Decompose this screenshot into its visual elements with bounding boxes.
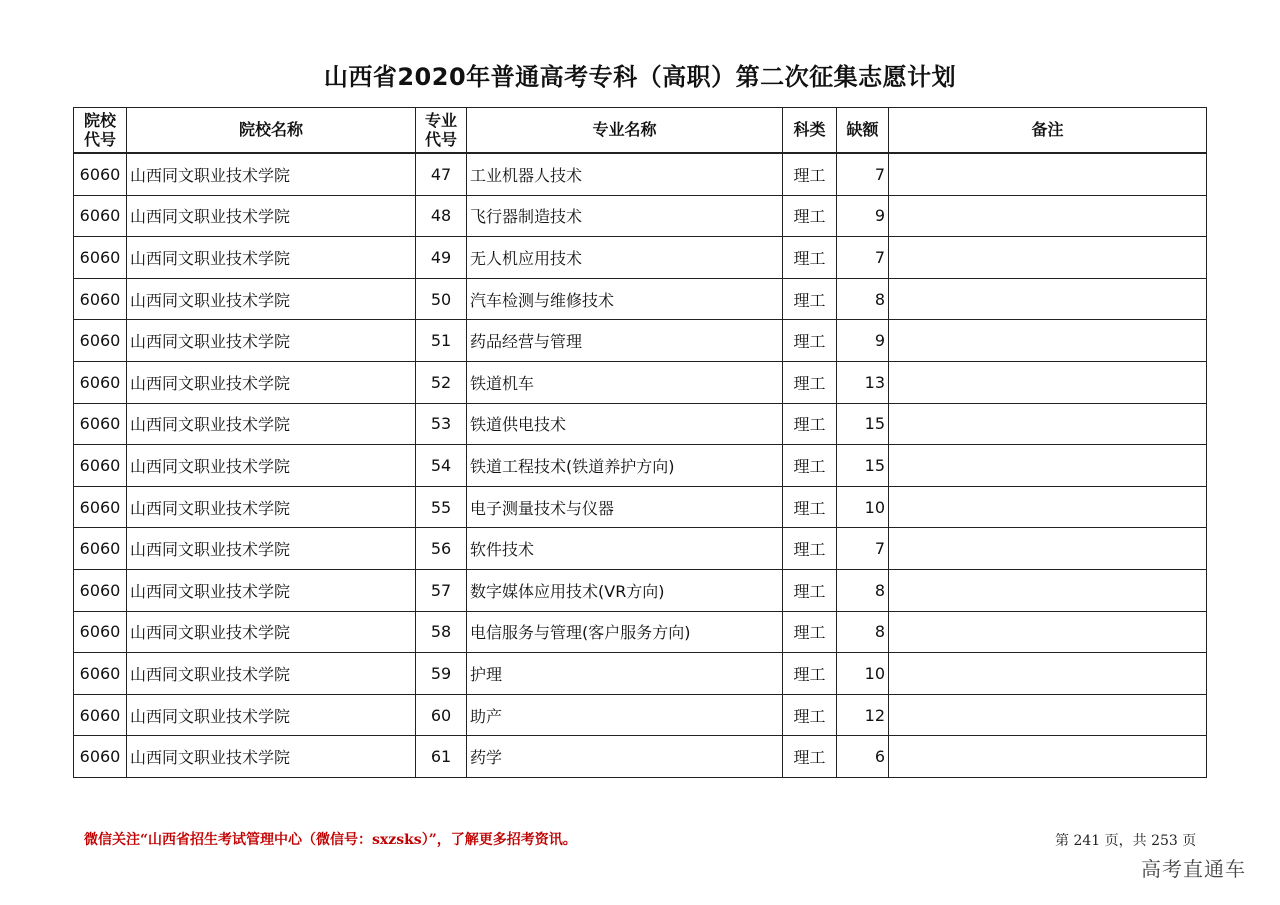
cell-category: 理工 — [783, 320, 837, 362]
cell-quota: 9 — [837, 320, 889, 362]
table-row — [74, 320, 1207, 362]
cell-quota: 6 — [837, 736, 889, 778]
cell-major-code: 54 — [416, 445, 467, 487]
cell-major-name: 药学 — [467, 736, 783, 778]
cell-school-name: 山西同文职业技术学院 — [127, 195, 416, 237]
cell-quota: 7 — [837, 153, 889, 195]
cell-quota: 12 — [837, 694, 889, 736]
cell-category: 理工 — [783, 195, 837, 237]
table-row — [74, 278, 1207, 320]
cell-major-name: 铁道工程技术(铁道养护方向) — [467, 445, 783, 487]
table-row — [74, 569, 1207, 611]
cell-category: 理工 — [783, 445, 837, 487]
cell-school-name: 山西同文职业技术学院 — [127, 278, 416, 320]
table-header-row — [74, 108, 1207, 154]
cell-school-name: 山西同文职业技术学院 — [127, 569, 416, 611]
page-number: 第 241 页，共 253 页 — [1055, 833, 1197, 849]
cell-category: 理工 — [783, 611, 837, 653]
cell-major-code: 56 — [416, 528, 467, 570]
table-row — [74, 486, 1207, 528]
cell-major-name: 工业机器人技术 — [467, 153, 783, 195]
table-row — [74, 653, 1207, 695]
table-row — [74, 611, 1207, 653]
cell-school-name: 山西同文职业技术学院 — [127, 736, 416, 778]
cell-category: 理工 — [783, 736, 837, 778]
cell-major-name: 助产 — [467, 694, 783, 736]
cell-remarks — [889, 195, 1207, 237]
cell-major-name: 药品经营与管理 — [467, 320, 783, 362]
cell-major-name: 护理 — [467, 653, 783, 695]
cell-major-name: 汽车检测与维修技术 — [467, 278, 783, 320]
cell-quota: 8 — [837, 611, 889, 653]
cell-major-name: 飞行器制造技术 — [467, 195, 783, 237]
cell-quota: 7 — [837, 528, 889, 570]
page-title: 山西省2020年普通高考专科（高职）第二次征集志愿计划 — [323, 63, 957, 91]
table-row — [74, 361, 1207, 403]
cell-remarks — [889, 153, 1207, 195]
table-row — [74, 736, 1207, 778]
cell-category: 理工 — [783, 528, 837, 570]
cell-school-name: 山西同文职业技术学院 — [127, 153, 416, 195]
cell-category: 理工 — [783, 569, 837, 611]
cell-remarks — [889, 694, 1207, 736]
cell-major-name: 数字媒体应用技术(VR方向) — [467, 569, 783, 611]
table-row — [74, 195, 1207, 237]
cell-major-name: 电信服务与管理(客户服务方向) — [467, 611, 783, 653]
cell-remarks — [889, 237, 1207, 279]
cell-major-code: 59 — [416, 653, 467, 695]
cell-quota: 9 — [837, 195, 889, 237]
cell-school-code: 6060 — [74, 361, 127, 403]
table-row — [74, 694, 1207, 736]
header-remarks: 备注 — [889, 108, 1207, 154]
cell-school-code: 6060 — [74, 237, 127, 279]
cell-major-name: 电子测量技术与仪器 — [467, 486, 783, 528]
header-major-code: 专业 代号 — [416, 108, 467, 154]
cell-school-code: 6060 — [74, 569, 127, 611]
cell-quota: 7 — [837, 237, 889, 279]
cell-category: 理工 — [783, 361, 837, 403]
cell-category: 理工 — [783, 237, 837, 279]
cell-remarks — [889, 320, 1207, 362]
cell-major-code: 51 — [416, 320, 467, 362]
cell-major-name: 铁道供电技术 — [467, 403, 783, 445]
wechat-follow-note: 微信关注“山西省招生考试管理中心（微信号：sxzsks）”，了解更多招考资讯。 — [84, 832, 577, 848]
cell-school-code: 6060 — [74, 528, 127, 570]
cell-remarks — [889, 569, 1207, 611]
cell-school-code: 6060 — [74, 486, 127, 528]
cell-school-name: 山西同文职业技术学院 — [127, 320, 416, 362]
cell-major-code: 47 — [416, 153, 467, 195]
cell-school-name: 山西同文职业技术学院 — [127, 445, 416, 487]
cell-category: 理工 — [783, 486, 837, 528]
header-quota: 缺额 — [837, 108, 889, 154]
cell-remarks — [889, 361, 1207, 403]
cell-quota: 8 — [837, 569, 889, 611]
cell-quota: 10 — [837, 653, 889, 695]
table-row — [74, 237, 1207, 279]
cell-school-code: 6060 — [74, 195, 127, 237]
cell-major-code: 48 — [416, 195, 467, 237]
cell-quota: 15 — [837, 403, 889, 445]
header-school-code: 院校 代号 — [74, 108, 127, 154]
table-row — [74, 403, 1207, 445]
enrollment-plan-table — [73, 107, 1207, 778]
cell-major-code: 53 — [416, 403, 467, 445]
cell-school-code: 6060 — [74, 403, 127, 445]
cell-major-name: 铁道机车 — [467, 361, 783, 403]
cell-school-code: 6060 — [74, 278, 127, 320]
cell-major-code: 57 — [416, 569, 467, 611]
cell-category: 理工 — [783, 278, 837, 320]
cell-school-code: 6060 — [74, 694, 127, 736]
cell-major-name: 软件技术 — [467, 528, 783, 570]
cell-quota: 8 — [837, 278, 889, 320]
cell-remarks — [889, 611, 1207, 653]
cell-major-code: 60 — [416, 694, 467, 736]
cell-quota: 15 — [837, 445, 889, 487]
cell-category: 理工 — [783, 403, 837, 445]
cell-school-code: 6060 — [74, 736, 127, 778]
cell-remarks — [889, 403, 1207, 445]
cell-school-name: 山西同文职业技术学院 — [127, 486, 416, 528]
header-category: 科类 — [783, 108, 837, 154]
cell-category: 理工 — [783, 694, 837, 736]
cell-school-name: 山西同文职业技术学院 — [127, 403, 416, 445]
header-major-name: 专业名称 — [467, 108, 783, 154]
cell-major-code: 49 — [416, 237, 467, 279]
cell-school-code: 6060 — [74, 611, 127, 653]
table-row — [74, 153, 1207, 195]
cell-category: 理工 — [783, 153, 837, 195]
cell-school-name: 山西同文职业技术学院 — [127, 528, 416, 570]
cell-school-code: 6060 — [74, 320, 127, 362]
cell-major-code: 58 — [416, 611, 467, 653]
cell-remarks — [889, 445, 1207, 487]
cell-remarks — [889, 528, 1207, 570]
cell-school-name: 山西同文职业技术学院 — [127, 237, 416, 279]
cell-major-code: 52 — [416, 361, 467, 403]
cell-quota: 10 — [837, 486, 889, 528]
watermark: 高考直通车 — [1141, 857, 1246, 881]
cell-remarks — [889, 653, 1207, 695]
cell-remarks — [889, 278, 1207, 320]
cell-school-code: 6060 — [74, 153, 127, 195]
header-school-name: 院校名称 — [127, 108, 416, 154]
cell-major-code: 61 — [416, 736, 467, 778]
cell-category: 理工 — [783, 653, 837, 695]
table-row — [74, 528, 1207, 570]
cell-major-code: 55 — [416, 486, 467, 528]
cell-remarks — [889, 736, 1207, 778]
cell-major-code: 50 — [416, 278, 467, 320]
cell-remarks — [889, 486, 1207, 528]
cell-school-name: 山西同文职业技术学院 — [127, 361, 416, 403]
cell-school-name: 山西同文职业技术学院 — [127, 611, 416, 653]
cell-school-name: 山西同文职业技术学院 — [127, 653, 416, 695]
cell-school-code: 6060 — [74, 653, 127, 695]
cell-school-name: 山西同文职业技术学院 — [127, 694, 416, 736]
table-row — [74, 445, 1207, 487]
cell-major-name: 无人机应用技术 — [467, 237, 783, 279]
cell-quota: 13 — [837, 361, 889, 403]
cell-school-code: 6060 — [74, 445, 127, 487]
